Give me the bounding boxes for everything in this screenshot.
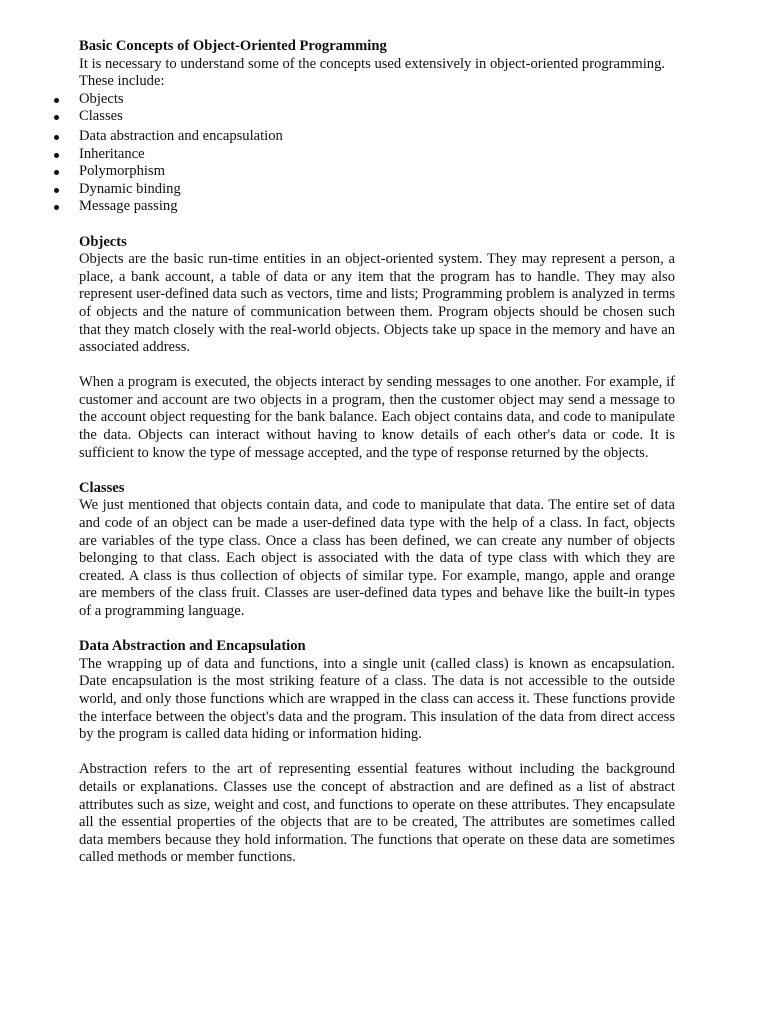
section-heading: Data Abstraction and Encapsulation: [79, 638, 306, 655]
list-item: Polymorphism: [79, 163, 675, 181]
section-paragraph: The wrapping up of data and functions, into a single unit (called class) is known as encapsulation. Date encapsulation is the most striking feature of a class. The data is not accessible to the outside world, and only those functions which are wrapped in the class can access it. These functions provide the interface between the object's data and the program. This insulation of the data from direct access by the program is called data hiding or information hiding.: [79, 655, 675, 743]
document-page: [79, 38, 675, 867]
bullet-icon: [54, 170, 59, 175]
section-heading: Objects: [79, 233, 127, 250]
document-title: Basic Concepts of Object-Oriented Programming: [79, 38, 387, 54]
list-item: Classes: [79, 108, 675, 126]
list-item: Inheritance: [79, 146, 675, 164]
concepts-list: [79, 91, 675, 216]
bullet-icon: [54, 205, 59, 210]
list-item: Message passing: [79, 198, 675, 216]
section-paragraph: We just mentioned that objects contain data, and code to manipulate that data. The entire set of data and code of an object can be made a user-defined data type with the help of a class. In fact, objects are variables of the type class. Once a class has been defined, we can create any number of objects belonging to that class. Each object is associated with the data of type class with which they are created. A class is thus collection of objects of similar type. For example, mango, apple and orange are members of the class fruit. Classes are user-defined data types and behave like the built-in types of a programming language.: [79, 497, 675, 619]
bullet-icon: [54, 115, 59, 120]
bullet-icon: [54, 188, 59, 193]
section-paragraph: Abstraction refers to the art of representing essential features without including the background details or explanations. Classes use the concept of abstraction and are defined as a list of abstract attributes such as size, weight and cost, and functions to operate on these attributes. They encapsulate all the essential properties of the objects that are to be created, The attributes are sometimes called data members because they hold information. The functions that operate on these data are sometimes called methods or member functions.: [79, 761, 675, 866]
bullet-icon: [54, 135, 59, 140]
classes-section: [79, 480, 675, 621]
bullet-icon: [54, 153, 59, 158]
section-heading: Classes: [79, 479, 125, 496]
section-paragraph: Objects are the basic run-time entities in an object-oriented system. They may represent a person, a place, a bank account, a table of data or any item that the program has to handle. They may also represent user-defined data such as vectors, time and lists; Programming problem is analyzed in terms of objects and the nature of communication between them. Program objects should be chosen such that they match closely with the real-world objects. Objects take up space in the memory and have an associated address.: [79, 251, 675, 356]
list-item: Data abstraction and encapsulation: [79, 128, 675, 146]
bullet-icon: [54, 98, 59, 103]
abstraction-section: [79, 638, 675, 867]
section-paragraph: When a program is executed, the objects interact by sending messages to one another. For example, if customer and account are two objects in a program, then the customer object may send a message to the account object requesting for the bank balance. Each object contains data, and code to manipulate the data. Objects can interact without having to know details of each other's data or code. It is sufficient to know the type of message accepted, and the type of response returned by the objects.: [79, 374, 675, 461]
objects-section: [79, 234, 675, 463]
intro-paragraph: It is necessary to understand some of the concepts used extensively in object-oriented programming. These include:: [79, 55, 666, 90]
list-item: Dynamic binding: [79, 181, 675, 199]
list-item: Objects: [79, 91, 675, 109]
